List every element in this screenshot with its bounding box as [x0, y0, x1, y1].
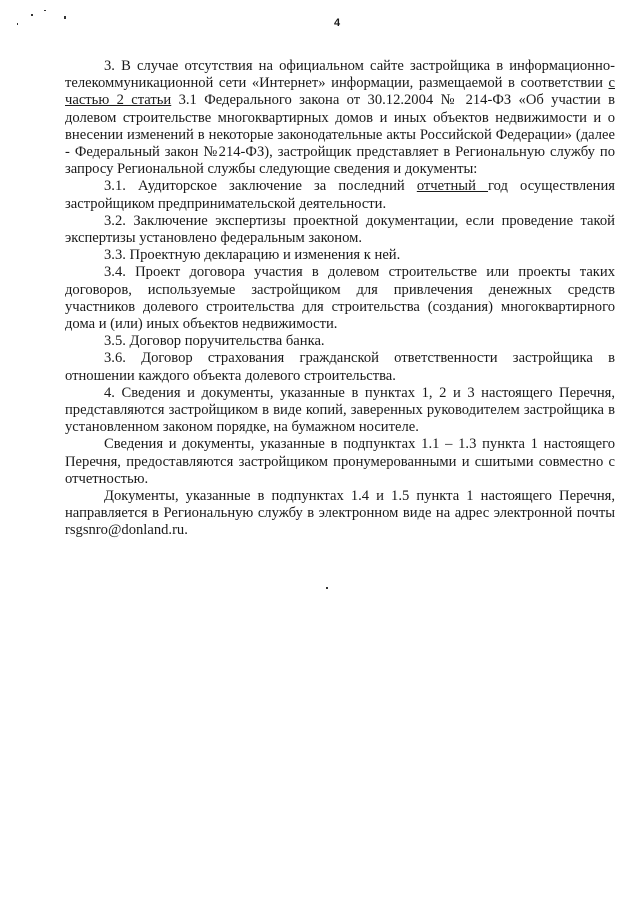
- item-4-paragraph-2: Сведения и документы, указанные в подпунктах 1.1 – 1.3 пункта 1 настоящего Перечня, предоставляются застройщиком пронумерованными и сшитыми совместно с отчетностью.: [65, 436, 615, 487]
- item-3-3: 3.3. Проектную декларацию и изменения к ней.: [104, 247, 401, 264]
- scan-speck: [326, 587, 328, 589]
- item-4: 4. Сведения и документы, указанные в пунктах 1, 2 и 3 настоящего Перечня, представляются застройщиком в виде копий, заверенных руководителем застройщика в установленном законом порядке, на бумажном носителе.: [65, 384, 615, 436]
- item-3-1: [65, 178, 615, 212]
- document-body: [65, 58, 615, 540]
- paragraph-3: [65, 58, 615, 178]
- law-reference-link[interactable]: с частью 2 статьи: [65, 75, 615, 109]
- item-3-1-text-start: 3.1. Аудиторское заключение за последний: [104, 178, 417, 195]
- item-3-1-text-end: год осуществления застройщиком предпринимательской деятельности.: [65, 178, 615, 212]
- scan-speck: [44, 10, 46, 11]
- scan-speck: [17, 23, 18, 25]
- paragraph-3-text-start: 3. В случае отсутствия на официальном сайте застройщика в информационно-телекоммуникационной сети «Интернет» информации, размещаемой в соответствии: [65, 58, 615, 92]
- paragraph-3-text-end: 3.1 Федерального закона от 30.12.2004 № 214-ФЗ «Об участии в долевом строительстве многоквартирных домов и иных объектов недвижимости и о внесении изменений в некоторые законодательные акты Российской Федерации» (далее - Федеральный закон №214-ФЗ), застройщик представляет в Региональную службу по запросу Региональной службы следующие сведения и документы:: [65, 92, 615, 178]
- item-3-6: 3.6. Договор страхования гражданской ответственности застройщика в отношении каждого объекта долевого строительства.: [65, 350, 615, 384]
- item-3-5: 3.5. Договор поручительства банка.: [104, 333, 325, 350]
- scan-speck: [31, 14, 33, 16]
- item-3-4: 3.4. Проект договора участия в долевом строительстве или проекты таких договоров, используемые застройщиком для привлечения денежных средств участников долевого строительства для строительства (создания) многоквартирного дома и (или) иных объектов недвижимости.: [65, 264, 615, 333]
- item-3-2: 3.2. Заключение экспертизы проектной документации, если проведение такой экспертизы установлено федеральным законом.: [65, 212, 615, 247]
- reporting-year-link[interactable]: отчетный: [416, 178, 489, 195]
- page-number: 4: [334, 17, 341, 29]
- item-4-paragraph-3: Документы, указанные в подпунктах 1.4 и 1.5 пункта 1 настоящего Перечня, направляется в Региональную службу в электронном виде на адрес электронной почты rsgsnro@donland.ru.: [65, 488, 615, 539]
- scan-speck: [64, 16, 66, 19]
